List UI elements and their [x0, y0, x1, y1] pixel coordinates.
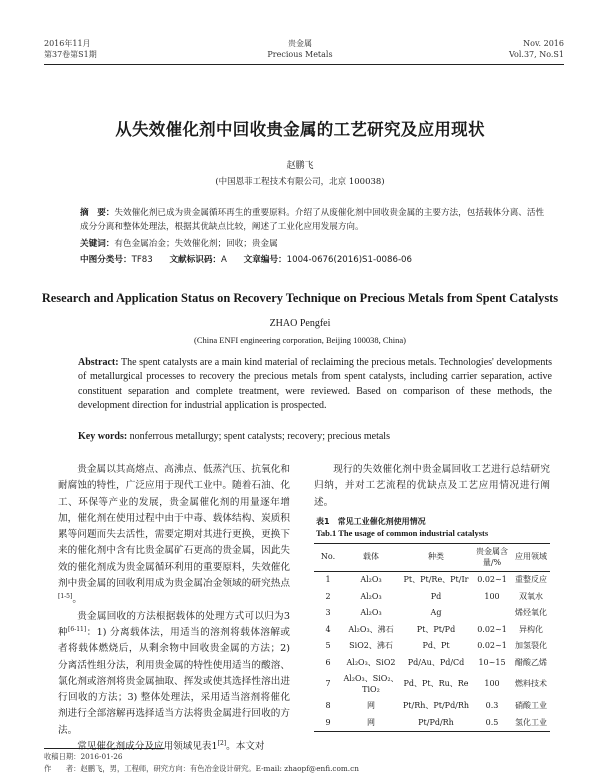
- header-right: [509, 38, 564, 60]
- keywords-en: [78, 430, 552, 444]
- citation: [2]: [217, 739, 227, 747]
- table-row: 6 Al₂O₃、SiO2 Pd/Au、Pd/Cd 10~15 醋酸乙烯: [325, 657, 547, 667]
- author-info: 作 者：赵鹏飞，男，工程师，研究方向：有色冶金设计研究。E-mail: zhaopf@enfi.com.cn: [44, 764, 359, 773]
- header-divider: [44, 64, 564, 65]
- col-header-no: No.: [314, 544, 342, 572]
- author-zh: 赵鹏飞: [286, 161, 314, 171]
- table-row: 8 网 Pt/Rh、Pt/Pd/Rh 0.3 硝酸工业: [325, 701, 547, 710]
- keywords-zh-label: 关键词：: [80, 239, 115, 249]
- journal-name-zh: 贵金属: [288, 39, 312, 48]
- abstract-en: [78, 356, 552, 414]
- col-header-field: 应用领域: [512, 544, 550, 572]
- affiliation-zh: (中国恩菲工程技术有限公司，北京 100038): [215, 177, 385, 187]
- issue-date: 2016年11月: [44, 39, 91, 48]
- col-header-species: 种类: [400, 544, 472, 572]
- paper-title-zh: 从失效催化剂中回收贵金属的工艺研究及应用现状: [115, 120, 485, 139]
- issue-date-en: Nov. 2016: [523, 39, 564, 48]
- citation: [1-5]: [58, 593, 73, 601]
- clc-label: 中图分类号：: [80, 255, 132, 265]
- received-date: 收稿日期：2016-01-26: [44, 752, 123, 761]
- keywords-en-label: Key words:: [78, 431, 128, 442]
- classification-row: [80, 253, 550, 267]
- abstract-zh: [80, 206, 550, 234]
- journal-name-en: Precious Metals: [267, 50, 333, 59]
- table-row: 5 SiO2、沸石 Pd、Pt 0.02~1 加氢裂化: [325, 641, 547, 650]
- body-paragraph: 现行的失效催化剂中贵金属回收工艺进行总结研究归纳，并对工艺流程的优缺点及工艺应用情况进行阐述。: [314, 464, 550, 508]
- table-caption-zh: 表1 常见工业催化剂使用情况: [316, 517, 426, 526]
- abstract-zh-label: 摘 要：: [80, 208, 115, 218]
- col-header-content: 贵金属含量/%: [472, 544, 512, 572]
- paper-title-en: Research and Application Status on Recovery Technique on Precious Metals from Spent Catalysts: [41, 291, 559, 305]
- volume-issue: 第37卷第S1期: [44, 50, 97, 59]
- table-header-row: [314, 544, 550, 572]
- table-row: 9 网 Pt/Pd/Rh 0.5 氢化工业: [314, 715, 550, 732]
- table-caption-en: Tab.1 The usage of common industrial catalysts: [316, 528, 489, 538]
- keywords-zh-text: 有色金属冶金；失效催化剂；回收；贵金属: [114, 239, 278, 249]
- doc-code-label: 文献标识码：: [169, 255, 222, 265]
- table-row: 1 Al₂O₃ Pt、Pt/Re、Pt/Ir 0.02~1 重整反应: [325, 575, 547, 584]
- article-no-label: 文章编号：: [243, 255, 287, 265]
- table-row: 7 Al₂O₃、SiO₂、TiO₂ Pd、Pt、Ru、Re 100 燃料技术: [325, 674, 547, 694]
- body-paragraph: 贵金属以其高熔点、高沸点、低蒸汽压、抗氧化和耐腐蚀的特性，广泛应用于现代工业中。随着石油、化工、环保等产业的发展，贵金属催化剂的用量逐年增加，催化剂在使用过程中由于中毒、载体结构、炭质积累等问题而失去活性，需要定期对其进行更换，更换下来的催化剂中含有比贵金属矿石更高的贵金属，因此失效的催化剂成为贵金属循环利用的重要原料，失效催化剂中贵金属的回收利用成为贵金属冶金领域的研究热点[1-5]。: [58, 464, 290, 606]
- catalyst-usage-table: [314, 543, 550, 732]
- volume-issue-en: Vol.37, No.S1: [508, 50, 564, 59]
- citation: [6-11]: [68, 625, 87, 633]
- keywords-en-text: nonferrous metallurgy; spent catalysts; recovery; precious metals: [129, 431, 390, 442]
- table-row: 3 Al₂O₃ Ag 烯烃氧化: [325, 608, 547, 617]
- abstract-en-label: Abstract:: [78, 357, 119, 368]
- body-paragraph: 常见催化剂成分及应用领域见表1[2]。本文对: [77, 739, 265, 753]
- affiliation-en: (China ENFI engineering corporation, Beijing 100038, China): [194, 335, 406, 345]
- col-header-carrier: 载体: [342, 544, 400, 572]
- body-paragraph: 贵金属回收的方法根据载体的处理方式可以归为3种[6-11]：1) 分离载体法，用适当的溶剂将载体溶解或者将载体燃烧后，从剩余物中回收贵金属的方法；2) 分离活性组分法，利用贵金属的特性使用适当的酸溶、氯化剂或溶剂将贵金属抽取、挥发或使其选择性溶出进行回收的方法；3) 整体处理法，采用适当溶剂将催化剂进行全部溶解再选择适当方法将贵金属进行回收的方法。: [58, 610, 290, 736]
- article-no-value: 1004-0676(2016)S1-0086-06: [286, 255, 412, 265]
- body-column-left: [58, 462, 290, 755]
- keywords-zh: [80, 237, 550, 251]
- author-en: ZHAO Pengfei: [269, 318, 331, 329]
- table-row: 4 Al₂O₃、沸石 Pt、Pt/Pd 0.02~1 异构化: [325, 624, 543, 634]
- abstract-en-text: The spent catalysts are a main kind material of reclaiming the precious metals. Technologies' developments of metallurgical processes to recovery the precious metals from spent catalysts, including carrier separation, active constituent separation and complete treatment, were reviewed. Based on comparison of these methods, the development direction for industrial application is prospected.: [78, 357, 552, 412]
- table-row: 2 Al₂O₃ Pd 100 双氧水: [325, 591, 543, 601]
- doc-code-value: A: [221, 255, 227, 265]
- clc-value: TF83: [131, 255, 153, 265]
- body-column-right: [314, 462, 550, 511]
- abstract-zh-text: 失效催化剂已成为贵金属循环再生的重要原料。介绍了从废催化剂中回收贵金属的主要方法，包括载体分离、活性成分分离和整体处理法，根据其优缺点比较，阐述了工业化应用发展方向。: [80, 208, 545, 232]
- footnote-divider: [44, 748, 164, 749]
